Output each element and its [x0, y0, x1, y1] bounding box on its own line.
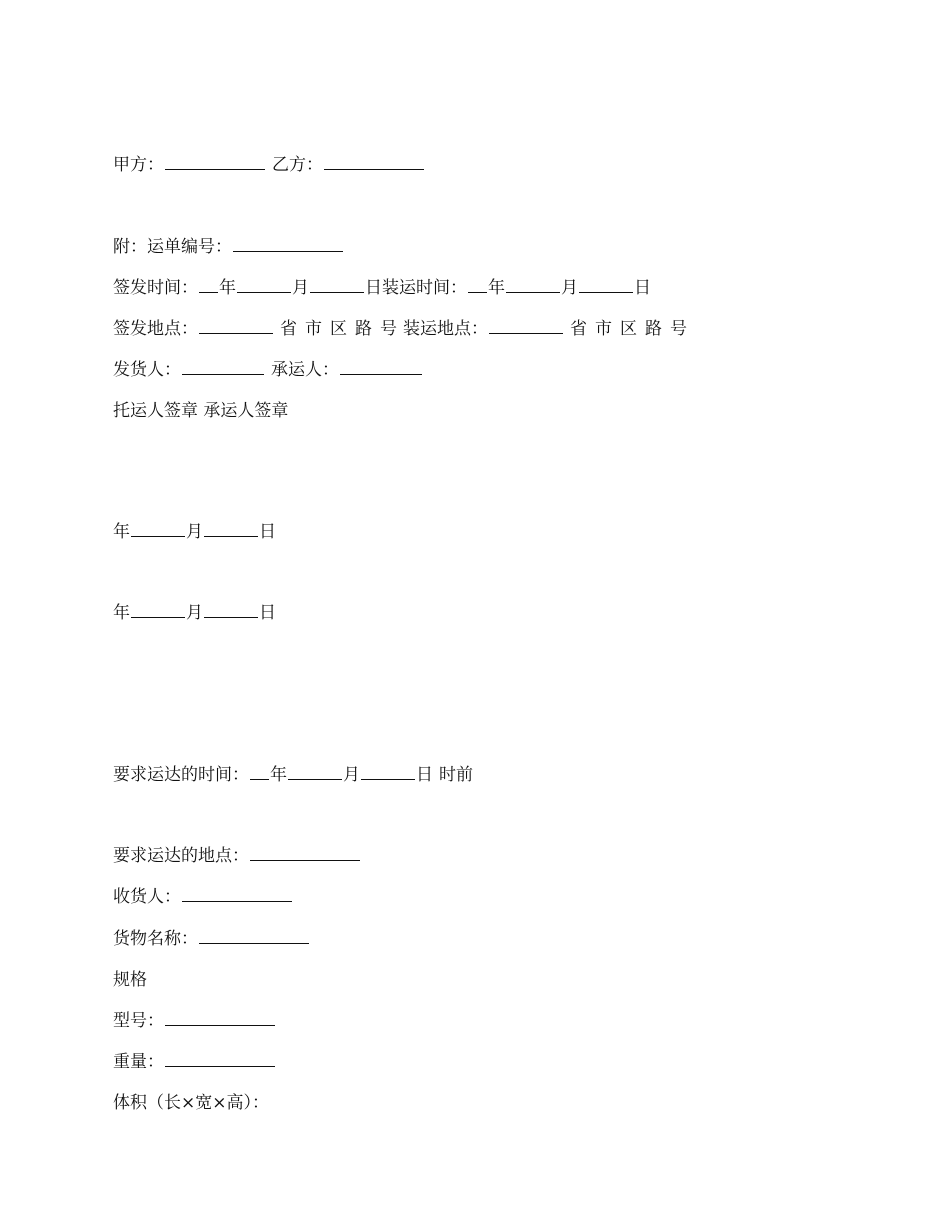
signatures-line	[113, 399, 288, 423]
parties-line	[113, 153, 425, 177]
party-b-label: 乙方：	[272, 155, 323, 175]
consignee-label: 收货人：	[113, 887, 181, 907]
load-month-blank	[506, 291, 560, 293]
issue-place-label: 签发地点：	[113, 319, 198, 339]
load-place-label: 装运地点：	[403, 319, 488, 339]
delivery-time-label: 要求运达的时间：	[113, 765, 249, 785]
date-b-month: 月	[186, 603, 203, 623]
issue-place-blank	[199, 332, 273, 334]
load-city-label: 市	[595, 319, 612, 339]
load-number-label: 号	[670, 319, 687, 339]
date-a-line	[113, 520, 276, 544]
weight-line	[113, 1050, 276, 1074]
load-district-label: 区	[620, 319, 637, 339]
party-a-blank	[165, 168, 265, 170]
date-a-year: 年	[113, 522, 130, 542]
consignee-line	[113, 885, 293, 909]
load-time-label: 装运时间：	[382, 278, 467, 298]
shipper-label: 发货人：	[113, 360, 181, 380]
issue-city-label: 市	[305, 319, 322, 339]
waybill-label: 附：运单编号：	[113, 237, 232, 257]
date-b-month-blank	[131, 616, 185, 618]
issue-day-blank	[310, 291, 364, 293]
delivery-time-suffix: 时前	[439, 765, 473, 785]
weight-blank	[165, 1065, 275, 1067]
issue-province-label: 省	[280, 319, 297, 339]
date-b-year: 年	[113, 603, 130, 623]
delivery-month-blank	[288, 778, 342, 780]
goods-name-blank	[199, 942, 309, 944]
load-year-blank	[468, 291, 487, 293]
date-a-day-blank	[204, 535, 258, 537]
date-b-day: 日	[259, 603, 276, 623]
spec-label: 规格	[113, 970, 147, 990]
model-blank	[165, 1024, 275, 1026]
delivery-place-blank	[250, 859, 360, 861]
date-a-day: 日	[259, 522, 276, 542]
waybill-blank	[233, 250, 343, 252]
waybill-line	[113, 235, 344, 259]
delivery-place-label: 要求运达的地点：	[113, 846, 249, 866]
issue-month-label: 月	[292, 278, 309, 298]
model-line	[113, 1009, 276, 1033]
goods-name-line	[113, 927, 310, 951]
delivery-place-line	[113, 844, 361, 868]
issue-district-label: 区	[330, 319, 347, 339]
date-b-day-blank	[204, 616, 258, 618]
people-line	[113, 358, 423, 382]
date-b-line	[113, 601, 276, 625]
issue-place-line	[113, 317, 687, 341]
spec-line	[113, 968, 147, 992]
load-year-label: 年	[488, 278, 505, 298]
delivery-year-label: 年	[270, 765, 287, 785]
load-month-label: 月	[561, 278, 578, 298]
volume-label: 体积（长×宽×高）：	[113, 1093, 269, 1113]
load-province-label: 省	[570, 319, 587, 339]
delivery-day-label: 日	[416, 765, 433, 785]
shipper-blank	[182, 373, 264, 375]
carrier-blank	[340, 373, 422, 375]
issue-month-blank	[237, 291, 291, 293]
weight-label: 重量：	[113, 1052, 164, 1072]
load-road-label: 路	[645, 319, 662, 339]
load-day-label: 日	[634, 278, 651, 298]
date-a-month-blank	[131, 535, 185, 537]
issue-time-line	[113, 276, 651, 300]
signatures-text: 托运人签章 承运人签章	[113, 401, 289, 421]
issue-year-label: 年	[219, 278, 236, 298]
delivery-time-line	[113, 763, 473, 787]
issue-day-label: 日	[365, 278, 382, 298]
carrier-label: 承运人：	[271, 360, 339, 380]
consignee-blank	[182, 900, 292, 902]
delivery-day-blank	[361, 778, 415, 780]
issue-number-label: 号	[380, 319, 397, 339]
load-place-blank	[489, 332, 563, 334]
volume-line	[113, 1091, 269, 1115]
party-b-blank	[324, 168, 424, 170]
issue-road-label: 路	[355, 319, 372, 339]
delivery-year-blank	[250, 778, 269, 780]
model-label: 型号：	[113, 1011, 164, 1031]
load-day-blank	[579, 291, 633, 293]
issue-time-label: 签发时间：	[113, 278, 198, 298]
date-a-month: 月	[186, 522, 203, 542]
issue-year-blank	[199, 291, 218, 293]
delivery-month-label: 月	[343, 765, 360, 785]
party-a-label: 甲方：	[113, 155, 164, 175]
goods-name-label: 货物名称：	[113, 929, 198, 949]
